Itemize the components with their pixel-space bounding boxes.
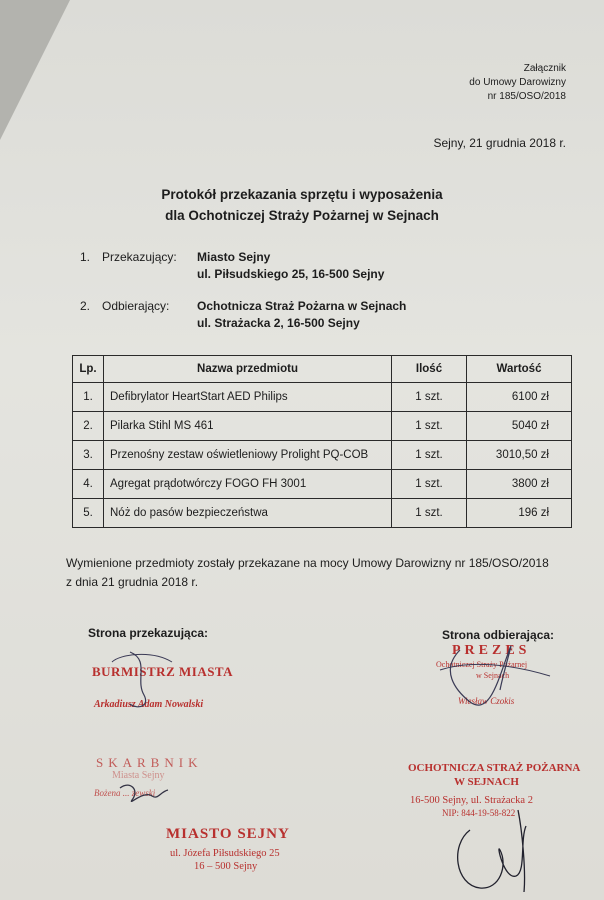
treasurer-stamp-sub: Miasta Sejny — [112, 770, 165, 781]
president-stamp-title: PREZES — [452, 643, 531, 658]
annex-line-1: Załącznik — [523, 63, 566, 74]
cell-qty: 1 szt. — [392, 412, 467, 441]
table-header-row — [73, 356, 572, 383]
cell-lp: 1. — [73, 383, 104, 412]
cell-name: Nóż do pasów bezpieczeństwa — [104, 499, 392, 528]
president-stamp-sub-2: w Sejnach — [476, 671, 510, 680]
party-name: Miasto Sejny — [197, 250, 271, 264]
annex-line-2: do Umowy Darowizny — [469, 77, 566, 88]
cell-name: Pilarka Stihl MS 461 — [104, 412, 392, 441]
cell-value: 3010,50 zł — [467, 441, 572, 470]
cell-lp: 2. — [73, 412, 104, 441]
cell-qty: 1 szt. — [392, 470, 467, 499]
title-line-2: dla Ochotniczej Straży Pożarnej w Sejnach — [165, 208, 439, 223]
cell-name: Defibrylator HeartStart AED Philips — [104, 383, 392, 412]
receiver-signatures — [400, 630, 580, 900]
city-stamp-address-2: 16 – 500 Sejny — [194, 861, 258, 872]
table-row — [73, 383, 572, 412]
osp-stamp-line-2: W SEJNACH — [454, 776, 519, 788]
treasurer-stamp-title: SKARBNIK — [96, 755, 203, 770]
cell-lp: 5. — [73, 499, 104, 528]
header-qty: Ilość — [392, 356, 467, 383]
party-name: Ochotnicza Straż Pożarna w Sejnach — [197, 299, 407, 313]
annex-line-3: nr 185/OSO/2018 — [487, 91, 566, 102]
president-stamp-sub-1: Ochotniczej Straży Pożarnej — [436, 660, 528, 669]
cell-name: Agregat prądotwórczy FOGO FH 3001 — [104, 470, 392, 499]
city-stamp-address-1: ul. Józefa Piłsudskiego 25 — [170, 848, 280, 859]
title-line-1: Protokół przekazania sprzętu i wyposażenia — [161, 187, 443, 202]
cell-qty: 1 szt. — [392, 499, 467, 528]
items-table — [72, 355, 572, 528]
document-date: Sejny, 21 grudnia 2018 r. — [433, 136, 566, 150]
osp-stamp-address: 16-500 Sejny, ul. Strażacka 2 — [410, 795, 533, 806]
note-line-1: Wymienione przedmioty zostały przekazane na mocy Umowy Darowizny nr 185/OSO/2018 — [66, 556, 549, 570]
osp-stamp-nip: NIP: 844-19-58-822 — [442, 808, 516, 818]
table-row — [73, 470, 572, 499]
cell-name: Przenośny zestaw oświetleniowy Prolight PQ-COB — [104, 441, 392, 470]
city-stamp-title: MIASTO SEJNY — [166, 826, 290, 842]
cell-value: 5040 zł — [467, 412, 572, 441]
giver-signatures — [60, 640, 280, 810]
party-label: Odbierający: — [102, 299, 170, 313]
cell-lp: 4. — [73, 470, 104, 499]
mayor-stamp-name: Arkadiusz Adam Nowalski — [94, 699, 204, 710]
table-row — [73, 499, 572, 528]
party-address: ul. Strażacka 2, 16-500 Sejny — [197, 316, 360, 330]
president-stamp-name: Wiesław Czokis — [458, 696, 515, 706]
treasurer-stamp-name: Bożena ... zewski — [94, 788, 156, 798]
table-row — [73, 412, 572, 441]
header-name: Nazwa przedmiotu — [104, 356, 392, 383]
cell-lp: 3. — [73, 441, 104, 470]
table-row — [73, 441, 572, 470]
cell-qty: 1 szt. — [392, 441, 467, 470]
cell-value: 3800 zł — [467, 470, 572, 499]
party-label: Przekazujący: — [102, 250, 177, 264]
party-number: 1. — [80, 250, 91, 264]
party-number: 2. — [80, 299, 91, 313]
cell-qty: 1 szt. — [392, 383, 467, 412]
mayor-stamp-title: BURMISTRZ MIASTA — [92, 664, 234, 679]
note-line-2: z dnia 21 grudnia 2018 r. — [66, 575, 199, 589]
folded-corner — [0, 0, 70, 140]
party-receiver — [80, 298, 407, 330]
header-lp: Lp. — [73, 356, 104, 383]
document-title — [0, 184, 604, 226]
header-value: Wartość — [467, 356, 572, 383]
osp-stamp-line-1: OCHOTNICZA STRAŻ POŻARNA — [408, 762, 581, 774]
giver-side-label: Strona przekazująca: — [88, 626, 209, 640]
annex-note — [469, 62, 566, 104]
party-address: ul. Piłsudskiego 25, 16-500 Sejny — [197, 267, 385, 281]
party-giver — [80, 249, 385, 281]
cell-value: 196 zł — [467, 499, 572, 528]
cell-value: 6100 zł — [467, 383, 572, 412]
receiver-side-label: Strona odbierająca: — [442, 628, 555, 642]
transfer-note — [66, 554, 586, 592]
